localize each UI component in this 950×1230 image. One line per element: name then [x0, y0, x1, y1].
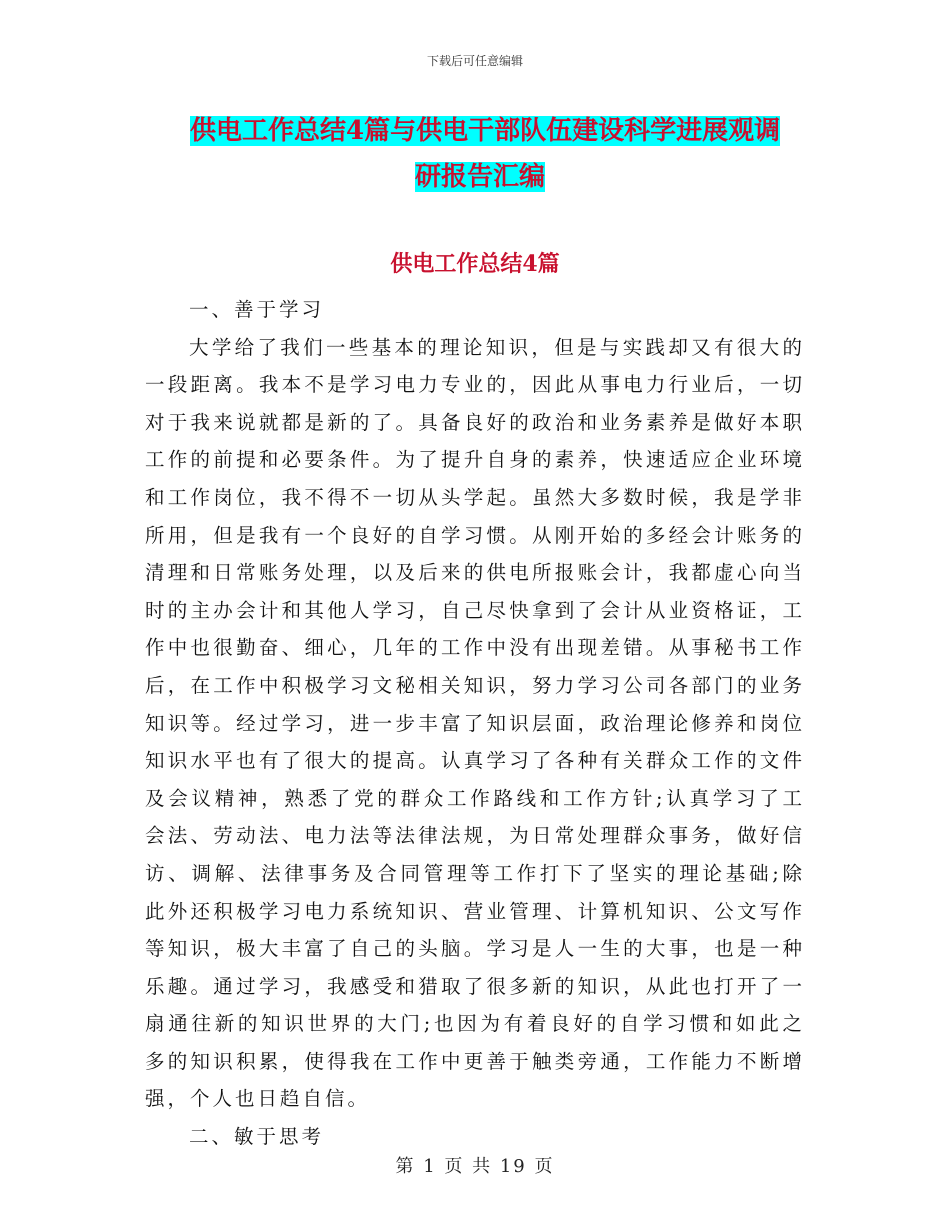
- page-number: 第 1 页 共 19 页: [395, 1156, 555, 1177]
- section-title: 供电工作总结4篇: [390, 251, 560, 277]
- title-line-2: 研报告汇编: [414, 162, 545, 192]
- document-title: [190, 108, 810, 200]
- title-line-1: 供电工作总结4篇与供电干部队伍建设科学进展观调: [190, 116, 781, 146]
- heading-learning: 一、善于学习: [189, 298, 325, 321]
- document-body: [145, 291, 805, 1156]
- paragraph-learning: 大学给了我们一些基本的理论知识，但是与实践却又有很大的一段距离。我本不是学习电力专业的，因此从事电力行业后，一切对于我来说就都是新的了。具备良好的政治和业务素养是做好本职工作的前提和必要条件。为了提升自身的素养，快速适应企业环境和工作岗位，我不得不一切从头学起。虽然大多数时候，我是学非所用，但是我有一个良好的自学习惯。从刚开始的多经会计账务的清理和日常账务处理，以及后来的供电所报账会计，我都虚心向当时的主办会计和其他人学习，自己尽快拿到了会计从业资格证，工作中也很勤奋、细心，几年的工作中没有出现差错。从事秘书工作后，在工作中积极学习文秘相关知识，努力学习公司各部门的业务知识等。经过学习，进一步丰富了知识层面，政治理论修养和岗位知识水平也有了很大的提高。认真学习了各种有关群众工作的文件及会议精神，熟悉了党的群众工作路线和工作方针;认真学习了工会法、劳动法、电力法等法律法规，为日常处理群众事务，做好信访、调解、法律事务及合同管理等工作打下了坚实的理论基础;除此外还积极学习电力系统知识、营业管理、计算机知识、公文写作等知识，极大丰富了自己的头脑。学习是人一生的大事，也是一种乐趣。通过学习，我感受和猎取了很多新的知识，从此也打开了一扇通往新的知识世界的大门;也因为有着良好的自学习惯和如此之多的知识积累，使得我在工作中更善于触类旁通，工作能力不断增强，个人也日趋自信。: [145, 335, 805, 1111]
- heading-thinking: 二、敏于思考: [189, 1125, 325, 1149]
- page-header-note: 下载后可任意编辑: [426, 54, 523, 68]
